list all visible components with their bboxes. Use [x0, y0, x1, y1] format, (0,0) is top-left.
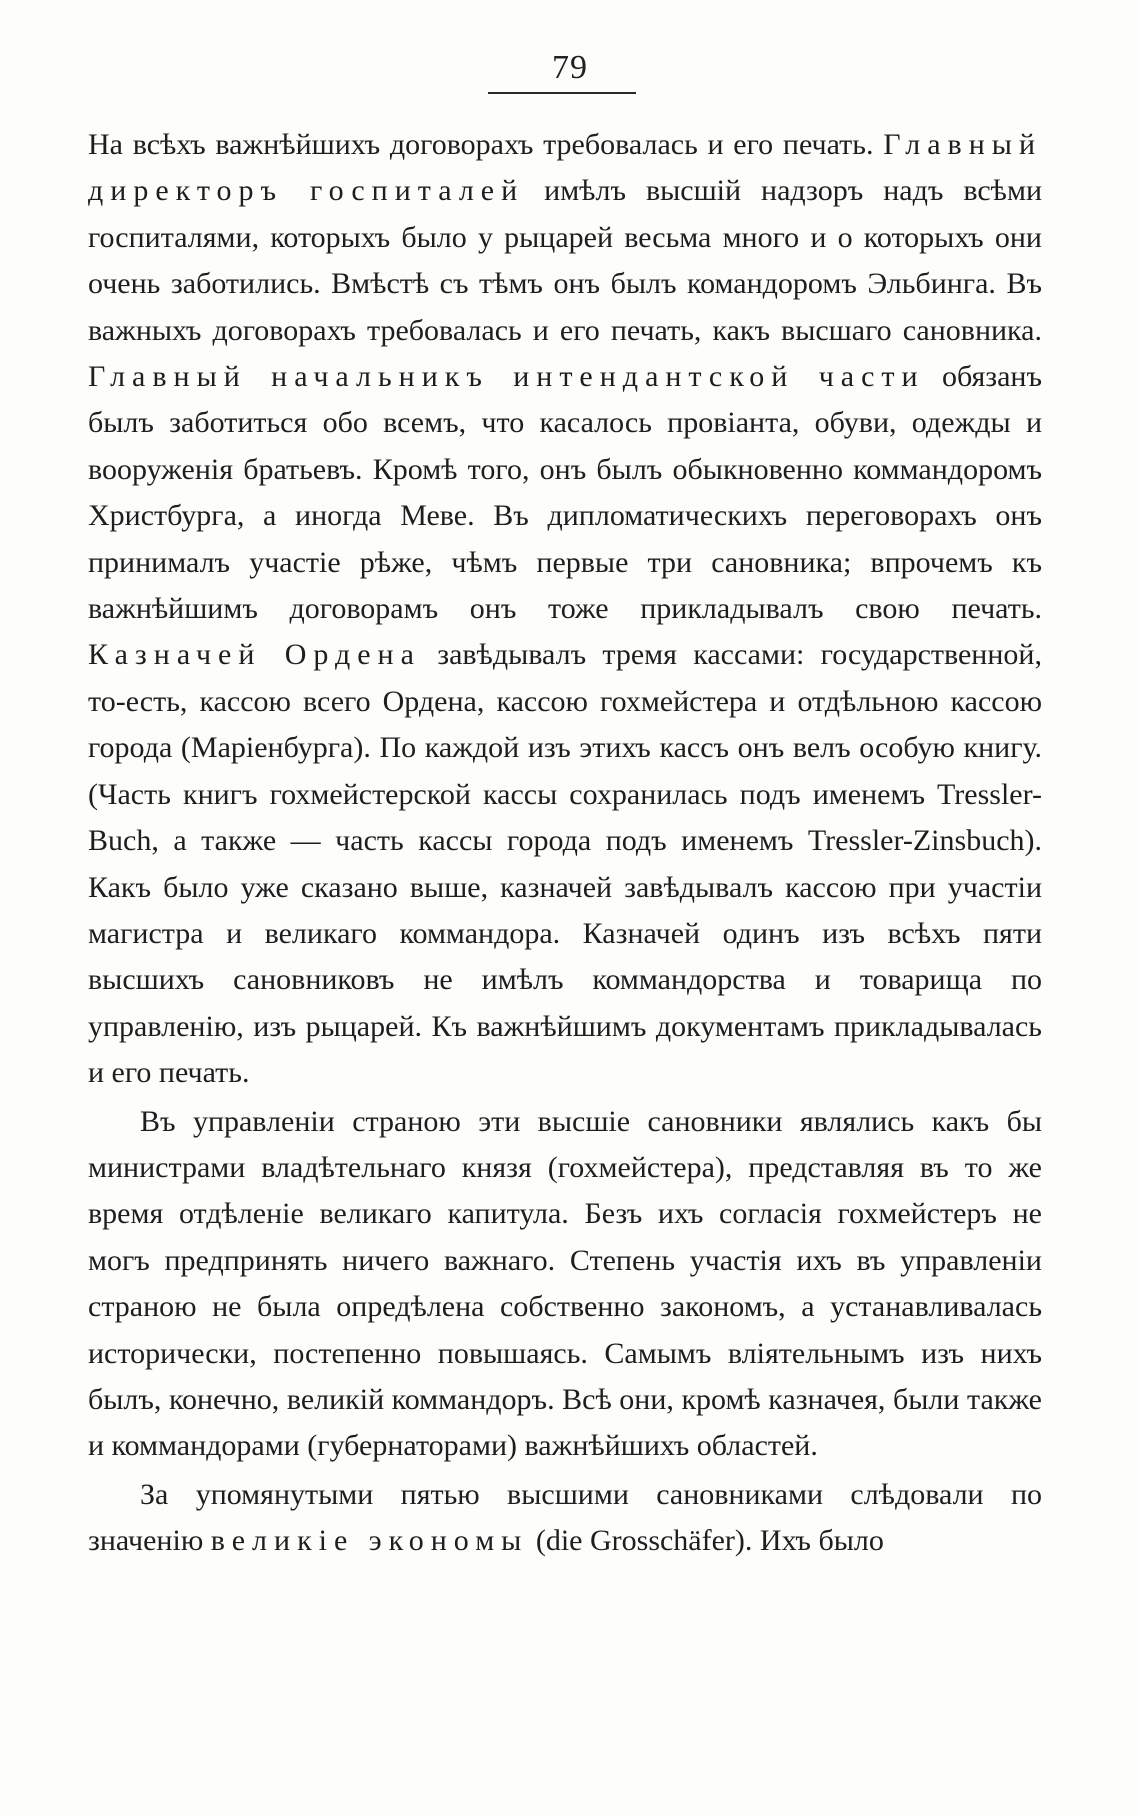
- paragraph-text: За упомянутыми пятью высшими сановниками слѣдовали по значенію: [88, 1477, 1042, 1558]
- body-text: [88, 122, 1042, 1565]
- paragraph-text: имѣлъ высшій надзоръ надъ всѣми госпиталями, которыхъ было у рыцарей весьма много и о которыхъ они очень заботились. Вмѣстѣ съ тѣмъ онъ былъ командоромъ Эльбинга. Въ важныхъ договорахъ требовалась и его печать, какъ высшаго сановника.: [88, 174, 1042, 347]
- paragraph-text: (die Grosschäfer). Ихъ было: [528, 1524, 884, 1558]
- emphasized-term: Казначей Ордена: [88, 638, 421, 672]
- page-header: [0, 48, 1140, 88]
- paragraph-2: [88, 1099, 1042, 1470]
- paragraph-1: [88, 122, 1042, 1097]
- paragraph-text: обязанъ былъ заботиться обо всемъ, что касалось провіанта, обуви, одежды и вооруженія братьевъ. Кромѣ того, онъ былъ обыкновенно коммандоромъ Христбурга, а иногда Меве. Въ дипломатическихъ переговорахъ онъ принималъ участіе рѣже, чѣмъ первые три сановника; впрочемъ къ важнѣйшимъ договорамъ онъ тоже прикладывалъ свою печать.: [88, 360, 1042, 626]
- emphasized-term: Главный директоръ госпиталей: [88, 128, 1042, 208]
- emphasized-term: Главный начальникъ интендантской части: [88, 360, 925, 394]
- paragraph-text: Въ управленіи страною эти высшіе сановники являлись какъ бы министрами владѣтельнаго князя (гохмейстера), представляя въ то же время отдѣленіе великаго капитула. Безъ ихъ согласія гохмейстеръ не могъ предпринять ничего важнаго. Степень участія ихъ въ управленіи страною не была опредѣлена собственно закономъ, а устанавливалась исторически, постепенно повышаясь. Самымъ вліятельнымъ изъ нихъ былъ, конечно, великій коммандоръ. Всѣ они, кромѣ казначея, были также и коммандорами (губернаторами) важнѣйшихъ областей.: [88, 1104, 1042, 1463]
- page-number: 79: [552, 49, 588, 86]
- paragraph-3: [88, 1472, 1042, 1565]
- paragraph-text: На всѣхъ важнѣйшихъ договорахъ требовалась и его печать.: [88, 128, 884, 161]
- emphasized-term: великіе экономы: [210, 1524, 529, 1558]
- header-rule: [488, 92, 636, 94]
- paragraph-text: завѣдывалъ тремя кассами: государственной, то-есть, кассою всего Ордена, кассою гохмейстера и отдѣльною кассою города (Маріенбурга). По каждой изъ этихъ кассъ онъ велъ особую книгу. (Часть книгъ гохмейстерской кассы сохранилась подъ именемъ Tressler-Buch, а также — часть кассы города подъ именемъ Tressler-Zinsbuch). Какъ было уже сказано выше, казначей завѣдывалъ кассою при участіи магистра и великаго коммандора. Казначей одинъ изъ всѣхъ пяти высшихъ сановниковъ не имѣлъ коммандорства и товарища по управленію, изъ рыцарей. Къ важнѣйшимъ документамъ прикладывалась и его печать.: [88, 638, 1042, 1090]
